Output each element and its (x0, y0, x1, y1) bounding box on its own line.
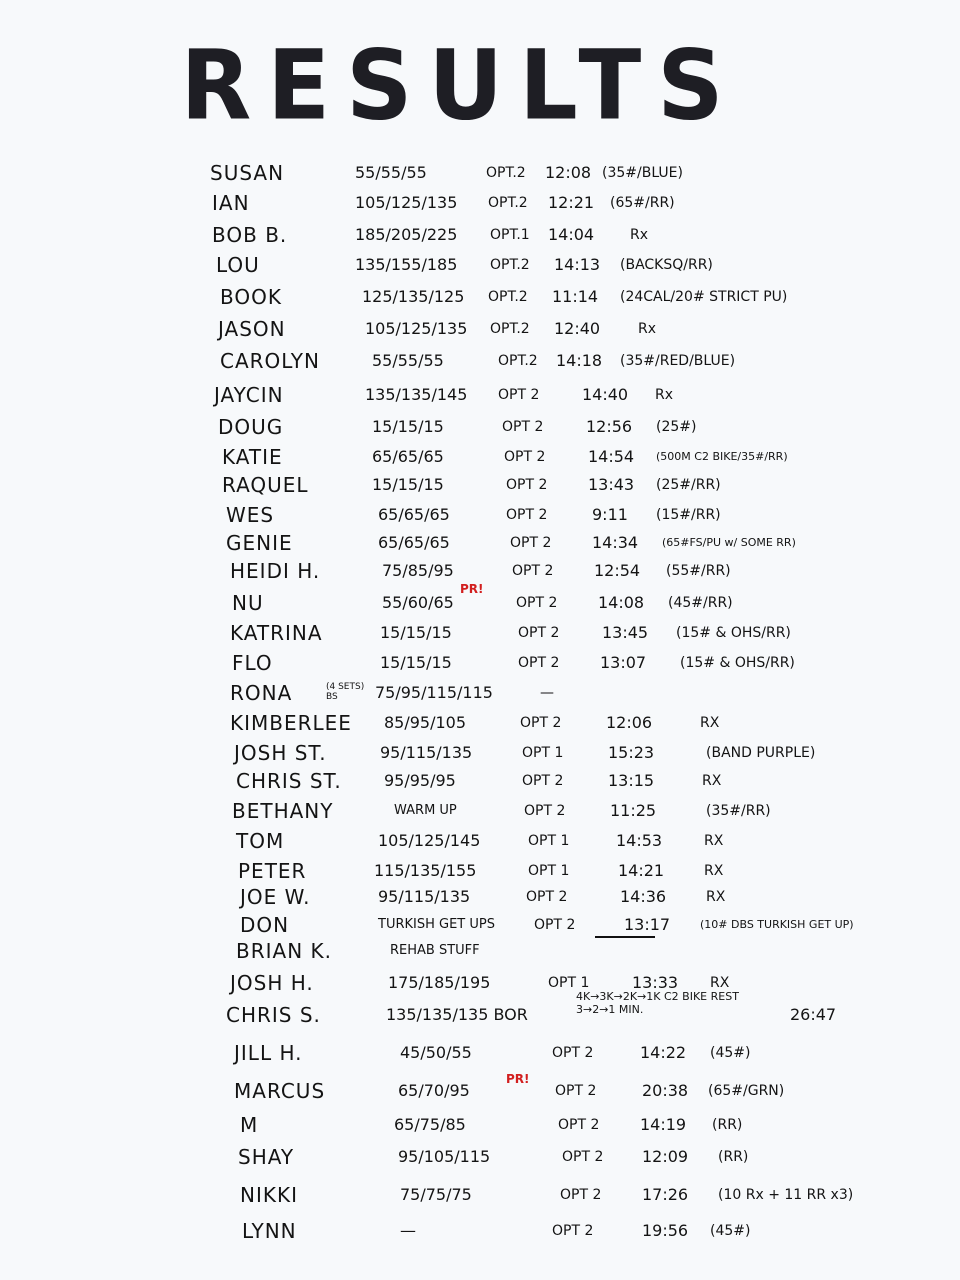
result-row (0, 766, 960, 796)
option: OPT 2 (560, 1187, 602, 1203)
time: 12:54 (594, 561, 641, 580)
option: OPT 2 (502, 419, 544, 435)
result-row (0, 882, 960, 912)
option: OPT 2 (518, 625, 560, 641)
note: (65#FS/PU w/ SOME RR) (662, 536, 796, 549)
weights: 15/15/15 (380, 623, 452, 642)
athlete-name: WES (226, 503, 275, 527)
weights: 65/75/85 (394, 1115, 466, 1134)
time: 14:54 (588, 447, 635, 466)
athlete-name: JOE W. (240, 885, 311, 909)
option: OPT.2 (488, 195, 528, 211)
note: (BAND PURPLE) (706, 745, 816, 761)
time: 12:09 (642, 1147, 689, 1166)
weights: 175/185/195 (388, 973, 491, 992)
athlete-name: TOM (236, 829, 285, 853)
weights: 105/125/145 (378, 831, 481, 850)
athlete-name: MARCUS (234, 1079, 326, 1103)
time: 13:17 (624, 915, 671, 934)
result-row (0, 678, 960, 708)
option: OPT.2 (486, 165, 526, 181)
note: RX (710, 975, 730, 991)
dash-line (595, 936, 655, 938)
option: OPT 2 (558, 1117, 600, 1133)
result-row (0, 470, 960, 500)
time: 14:34 (592, 533, 639, 552)
weights: 85/95/105 (384, 713, 467, 732)
athlete-name: IAN (212, 191, 250, 215)
athlete-name: BRIAN K. (236, 939, 332, 963)
option: OPT 2 (552, 1045, 594, 1061)
time: 14:13 (554, 255, 601, 274)
athlete-name: BOB B. (212, 223, 288, 247)
time: 12:56 (586, 417, 633, 436)
note: (15# & OHS/RR) (676, 625, 791, 641)
option: OPT 2 (552, 1223, 594, 1239)
time: 20:38 (642, 1081, 689, 1100)
weights: 15/15/15 (372, 417, 444, 436)
weights: — (400, 1221, 416, 1240)
note: (35#/RED/BLUE) (620, 353, 736, 369)
athlete-name: JOSH ST. (234, 741, 327, 765)
note: (55#/RR) (666, 563, 731, 579)
time: 12:21 (548, 193, 595, 212)
weights: 135/155/185 (355, 255, 458, 274)
athlete-name: DOUG (218, 415, 284, 439)
note: RX (702, 773, 722, 789)
athlete-name: JILL H. (234, 1041, 303, 1065)
result-row (0, 738, 960, 768)
option: OPT 2 (512, 563, 554, 579)
option: OPT 2 (534, 917, 576, 933)
option: OPT 2 (510, 535, 552, 551)
note: (25#/RR) (656, 477, 721, 493)
option: OPT 2 (520, 715, 562, 731)
athlete-name: BOOK (220, 285, 282, 309)
set-note: (4 SETS) BS (326, 682, 365, 702)
note: (35#/BLUE) (602, 165, 683, 181)
time: 14:36 (620, 887, 667, 906)
athlete-name: PETER (238, 859, 307, 883)
weights: 135/135/145 (365, 385, 468, 404)
athlete-name: RAQUEL (222, 473, 309, 497)
weights: 95/95/95 (384, 771, 456, 790)
result-row (0, 1072, 960, 1106)
athlete-name: GENIE (226, 531, 293, 555)
note: Rx (655, 387, 674, 403)
athlete-name: KATRINA (230, 621, 323, 645)
result-row (0, 826, 960, 856)
result-row (0, 796, 960, 826)
note: (65#/RR) (610, 195, 675, 211)
time: 13:33 (632, 973, 679, 992)
option: OPT.2 (488, 289, 528, 305)
result-row (0, 990, 960, 1030)
athlete-name: NIKKI (240, 1183, 298, 1207)
result-row (0, 936, 960, 966)
weights: 45/50/55 (400, 1043, 472, 1062)
time: 12:06 (606, 713, 653, 732)
weights: 55/60/65 (382, 593, 454, 612)
option: OPT 2 (562, 1149, 604, 1165)
pr-mark: PR! (506, 1072, 530, 1086)
option: OPT.2 (490, 257, 530, 273)
athlete-name: JASON (218, 317, 286, 341)
time: 14:40 (582, 385, 629, 404)
weights: 65/70/95 (398, 1081, 470, 1100)
result-row (0, 380, 960, 410)
result-row (0, 220, 960, 250)
result-row (0, 314, 960, 344)
result-row (0, 500, 960, 530)
option: OPT 2 (555, 1083, 597, 1099)
athlete-name: M (240, 1113, 259, 1137)
weights: 65/65/65 (378, 505, 450, 524)
option: — (540, 685, 554, 701)
time: 12:40 (554, 319, 601, 338)
time: 13:45 (602, 623, 649, 642)
athlete-name: SUSAN (210, 161, 285, 185)
athlete-name: DON (240, 913, 290, 937)
athlete-name: NU (232, 591, 264, 615)
time: 12:08 (545, 163, 592, 182)
result-row (0, 1180, 960, 1210)
weights: 135/135/135 BOR (386, 1005, 528, 1024)
note: RX (700, 715, 720, 731)
option: OPT 2 (516, 595, 558, 611)
time: 11:14 (552, 287, 599, 306)
note: (45#) (710, 1223, 751, 1239)
athlete-name: JOSH H. (230, 971, 314, 995)
weights: 55/55/55 (355, 163, 427, 182)
note: (BACKSQ/RR) (620, 257, 713, 273)
option: OPT 2 (498, 387, 540, 403)
option: OPT 2 (506, 477, 548, 493)
result-row (0, 618, 960, 648)
weights: 95/115/135 (378, 887, 471, 906)
weights: 15/15/15 (380, 653, 452, 672)
time: 14:18 (556, 351, 603, 370)
note: RX (704, 863, 724, 879)
athlete-name: RONA (230, 681, 293, 705)
note: (24CAL/20# STRICT PU) (620, 289, 788, 305)
pr-mark: PR! (460, 582, 484, 596)
note: RX (704, 833, 724, 849)
athlete-name: KATIE (222, 445, 283, 469)
athlete-name: BETHANY (232, 799, 334, 823)
athlete-name: SHAY (238, 1145, 295, 1169)
result-row (0, 1110, 960, 1140)
option: OPT 2 (526, 889, 568, 905)
note: Rx (638, 321, 657, 337)
note: (15#/RR) (656, 507, 721, 523)
athlete-name: CHRIS S. (226, 1003, 321, 1027)
weights: 75/85/95 (382, 561, 454, 580)
weights: TURKISH GET UPS (378, 917, 495, 932)
athlete-name: KIMBERLEE (230, 711, 352, 735)
athlete-name: CHRIS ST. (236, 769, 342, 793)
note: (10 Rx + 11 RR x3) (718, 1187, 854, 1203)
result-row (0, 412, 960, 442)
option: OPT.1 (490, 227, 530, 243)
note: (RR) (712, 1117, 743, 1133)
weights: 105/125/135 (355, 193, 458, 212)
result-row (0, 648, 960, 678)
option: OPT 2 (506, 507, 548, 523)
note: RX (706, 889, 726, 905)
option: OPT 1 (548, 975, 590, 991)
result-row (0, 708, 960, 738)
time: 14:08 (598, 593, 645, 612)
note: (35#/RR) (706, 803, 771, 819)
note: (10# DBS TURKISH GET UP) (700, 918, 854, 931)
weights: 105/125/135 (365, 319, 468, 338)
weights: 15/15/15 (372, 475, 444, 494)
time: 14:22 (640, 1043, 687, 1062)
note: (500M C2 BIKE/35#/RR) (656, 450, 788, 463)
time: 15:23 (608, 743, 655, 762)
weights: 95/115/135 (380, 743, 473, 762)
time: 14:19 (640, 1115, 687, 1134)
option: OPT 1 (528, 833, 570, 849)
option: OPT 1 (528, 863, 570, 879)
option: OPT 2 (522, 773, 564, 789)
result-row (0, 188, 960, 218)
time: 19:56 (642, 1221, 689, 1240)
page-title: RESULTS (180, 28, 740, 142)
time: 17:26 (642, 1185, 689, 1204)
time: 13:15 (608, 771, 655, 790)
note: (15# & OHS/RR) (680, 655, 795, 671)
athlete-name: CAROLYN (220, 349, 320, 373)
result-row (0, 282, 960, 312)
result-row (0, 158, 960, 188)
option: OPT 2 (518, 655, 560, 671)
result-row (0, 582, 960, 618)
weights: 75/95/115/115 (375, 683, 493, 702)
result-row (0, 442, 960, 472)
time: 11:25 (610, 801, 657, 820)
result-row (0, 1216, 960, 1246)
weights: 75/75/75 (400, 1185, 472, 1204)
weights: 55/55/55 (372, 351, 444, 370)
option: OPT.2 (498, 353, 538, 369)
athlete-name: LOU (216, 253, 260, 277)
option: 4K→3K→2K→1K C2 BIKE REST 3→2→1 MIN. (576, 990, 739, 1016)
weights: 65/65/65 (378, 533, 450, 552)
result-row (0, 250, 960, 280)
weights: 185/205/225 (355, 225, 458, 244)
result-row (0, 968, 960, 998)
weights: REHAB STUFF (390, 943, 480, 958)
athlete-name: HEIDI H. (230, 559, 321, 583)
note: (RR) (718, 1149, 749, 1165)
note: Rx (630, 227, 649, 243)
time: 9:11 (592, 505, 628, 524)
note: (65#/GRN) (708, 1083, 785, 1099)
result-row (0, 528, 960, 558)
athlete-name: LYNN (242, 1219, 297, 1243)
option: OPT.2 (490, 321, 530, 337)
weights: 125/135/125 (362, 287, 465, 306)
time: 13:43 (588, 475, 635, 494)
note: (45#) (710, 1045, 751, 1061)
time: 14:04 (548, 225, 595, 244)
note: (25#) (656, 419, 697, 435)
note: (45#/RR) (668, 595, 733, 611)
athlete-name: FLO (232, 651, 273, 675)
result-row (0, 1038, 960, 1068)
weights: 115/135/155 (374, 861, 477, 880)
time: 14:21 (618, 861, 665, 880)
option: OPT 1 (522, 745, 564, 761)
option: OPT 2 (504, 449, 546, 465)
weights: 95/105/115 (398, 1147, 491, 1166)
weights: WARM UP (394, 803, 457, 818)
result-row (0, 346, 960, 376)
option: OPT 2 (524, 803, 566, 819)
result-row (0, 1142, 960, 1172)
weights: 65/65/65 (372, 447, 444, 466)
time: 14:53 (616, 831, 663, 850)
athlete-name: JAYCIN (214, 383, 284, 407)
time: 13:07 (600, 653, 647, 672)
time: 26:47 (790, 1005, 837, 1024)
